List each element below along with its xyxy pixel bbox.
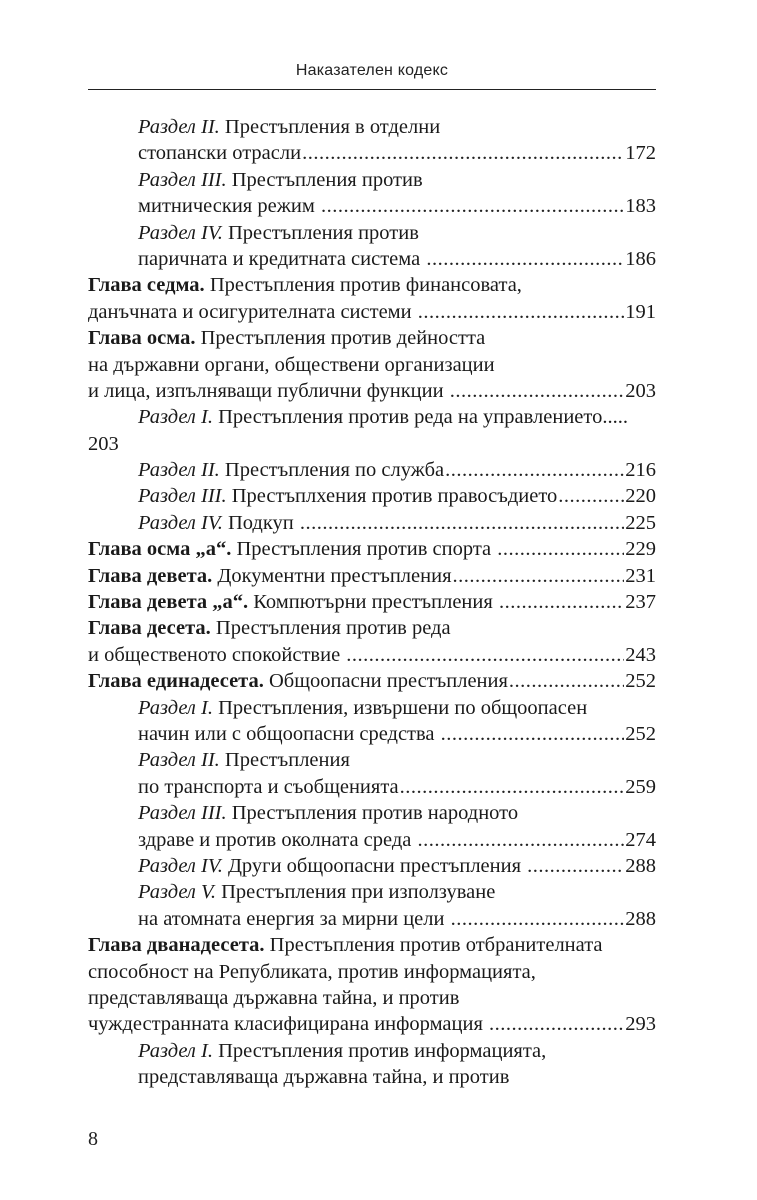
toc-entry-line [88,140,656,166]
toc-entry-line [88,906,656,932]
section-label: Раздел II. [138,116,220,138]
chapter-label: Глава осма „а“. [88,538,232,561]
toc-entry-line [88,483,656,509]
header-rule [88,89,656,90]
entry-page-number: 288 [625,854,656,877]
entry-title: и общественото спокойствие [88,643,346,666]
entry-page-number: 216 [625,459,656,482]
entry-title: Престъпления против дейността [195,327,486,350]
dot-leader [450,378,625,404]
entry-title: Престъпления против реда [210,617,451,640]
entry-title: Престъпления против финансовата, [204,274,522,297]
entry-title: по транспорта и съобщенията [138,775,399,798]
running-title: Наказателен кодекс [295,62,449,79]
toc-entry-line [88,747,656,773]
chapter-label: Глава девета. [88,564,213,587]
section-label: Раздел III. [138,802,227,825]
section-label: Раздел I. [138,1039,213,1062]
dot-leader [489,1011,624,1037]
entry-title: начин или с общоопасни средства [138,722,440,745]
toc-entry-line [88,114,656,140]
page-number: 8 [88,1128,98,1150]
entry-page-number: 252 [625,722,656,745]
toc-entry-line [88,246,656,272]
chapter-label: Глава осма. [88,327,196,350]
section-label: Раздел IV. [138,854,223,877]
toc-entry-line [88,932,656,958]
dot-leader [300,510,624,536]
entry-title: Престъпления в отделни [219,116,441,138]
entry-page-number: 172 [625,142,656,165]
entry-page-number: 288 [625,907,656,930]
toc-entry-line [88,272,656,298]
toc-entry-line [88,1038,656,1064]
toc-entry-line [88,800,656,826]
entry-title: Престъпления против отбранителната [264,934,603,957]
section-label: Раздел II. [138,749,220,772]
toc-entry-line [88,1011,656,1037]
entry-title: 203 [88,432,119,455]
entry-page-number: 229 [625,538,656,561]
entry-page-number: 220 [625,485,656,508]
toc-entry-line [88,615,656,641]
entry-title: Документни престъпления [212,564,452,587]
toc-entry-line [88,853,656,879]
dot-leader [445,457,624,483]
dot-leader [527,853,624,879]
entry-title: Престъпления против реда на управлението [212,406,603,429]
toc-entry-line [88,1064,656,1090]
toc-entry-line [88,325,656,351]
entry-page-number: 274 [625,828,656,851]
toc-entry-line [88,985,656,1011]
entry-page-number: 231 [625,564,656,587]
entry-page-number: 191 [625,300,656,323]
entry-title: чуждестранната класифицирана информация [88,1013,489,1036]
section-label: Раздел IV. [138,511,223,534]
entry-title: Престъпления против народното [226,802,519,825]
chapter-label: Глава седма. [88,274,205,297]
entry-title: здраве и против околната среда [138,828,417,851]
toc-entry-line [88,378,656,404]
toc-entry-line [88,431,656,457]
toc-entry-line [88,536,656,562]
entry-title: Други общоопасни престъпления [222,854,527,877]
trailing-dots: ..... [602,406,628,429]
toc-entry-line [88,510,656,536]
entry-title: способност на Републиката, против информацията, [88,960,536,983]
entry-title: на държавни органи, обществени организации [88,353,495,376]
entry-title: стопански отрасли [138,142,302,165]
section-label: Раздел I. [138,406,213,429]
dot-leader [509,668,624,694]
entry-page-number: 183 [625,195,656,218]
entry-page-number: 259 [625,775,656,798]
entry-page-number: 186 [625,247,656,270]
entry-title: Престъпления, извършени по общоопасен [212,696,588,719]
toc-entry-line [88,827,656,853]
dot-leader [418,299,625,325]
section-label: Раздел II. [138,459,220,482]
section-label: Раздел I. [138,696,213,719]
toc-entry-line [88,220,656,246]
entry-title: Престъплхения против правосъдието [226,485,558,508]
entry-title: митническия режим [138,195,320,218]
entry-title: паричната и кредитната система [138,247,426,270]
dot-leader [451,906,625,932]
entry-title: Престъпления против спорта [231,538,497,561]
entry-title: и лица, изпълняващи публични функции [88,379,449,402]
entry-title: представляваща държавна тайна, и против [138,1066,510,1089]
toc-entry-line [88,589,656,615]
section-label: Раздел IV. [138,221,223,244]
chapter-label: Глава дванадесета. [88,934,265,957]
section-label: Раздел III. [138,168,227,191]
toc-entry-line [88,563,656,589]
entry-title: на атомната енергия за мирни цели [138,907,450,930]
entry-page-number: 293 [625,1013,656,1036]
entry-title: Престъпления против [226,168,423,191]
entry-title: Престъпления по служба [219,459,445,482]
chapter-label: Глава девета „а“. [88,591,249,614]
toc-entry-line [88,457,656,483]
dot-leader [400,774,625,800]
dot-leader [558,483,624,509]
dot-leader [426,246,624,272]
entry-page-number: 252 [625,670,656,693]
entry-page-number: 243 [625,643,656,666]
entry-title: Подкуп [222,511,299,534]
entry-page-number: 225 [625,511,656,534]
toc-entry-line [88,695,656,721]
dot-leader [441,721,625,747]
dot-leader [321,193,624,219]
toc-entry-line [88,721,656,747]
section-label: Раздел III. [138,485,227,508]
toc-entry-line [88,193,656,219]
table-of-contents [88,114,656,1090]
dot-leader [302,140,624,166]
toc-entry-line [88,167,656,193]
toc-entry-line [88,879,656,905]
entry-title: Престъпления против информацията, [212,1039,547,1062]
chapter-label: Глава единадесета. [88,670,264,693]
entry-title: представляваща държавна тайна, и против [88,986,460,1009]
dot-leader [346,642,624,668]
toc-entry-line [88,774,656,800]
dot-leader [497,536,624,562]
toc-entry-line [88,299,656,325]
toc-entry-line [88,959,656,985]
entry-title: данъчната и осигурителната системи [88,300,417,323]
entry-title: Общоопасни престъпления [263,670,508,693]
entry-title: Престъпления при използуване [216,881,496,904]
entry-page-number: 237 [625,591,656,614]
dot-leader [418,827,625,853]
entry-title: Престъпления против [222,221,419,244]
chapter-label: Глава десета. [88,617,211,640]
entry-page-number: 203 [625,379,656,402]
dot-leader [453,563,625,589]
entry-title: Престъпления [219,749,350,772]
dot-leader [499,589,624,615]
section-label: Раздел V. [138,881,216,904]
toc-entry-line [88,404,656,430]
entry-title: Компютърни престъпления [248,591,498,614]
toc-entry-line [88,668,656,694]
toc-entry-line [88,352,656,378]
toc-entry-line [88,642,656,668]
